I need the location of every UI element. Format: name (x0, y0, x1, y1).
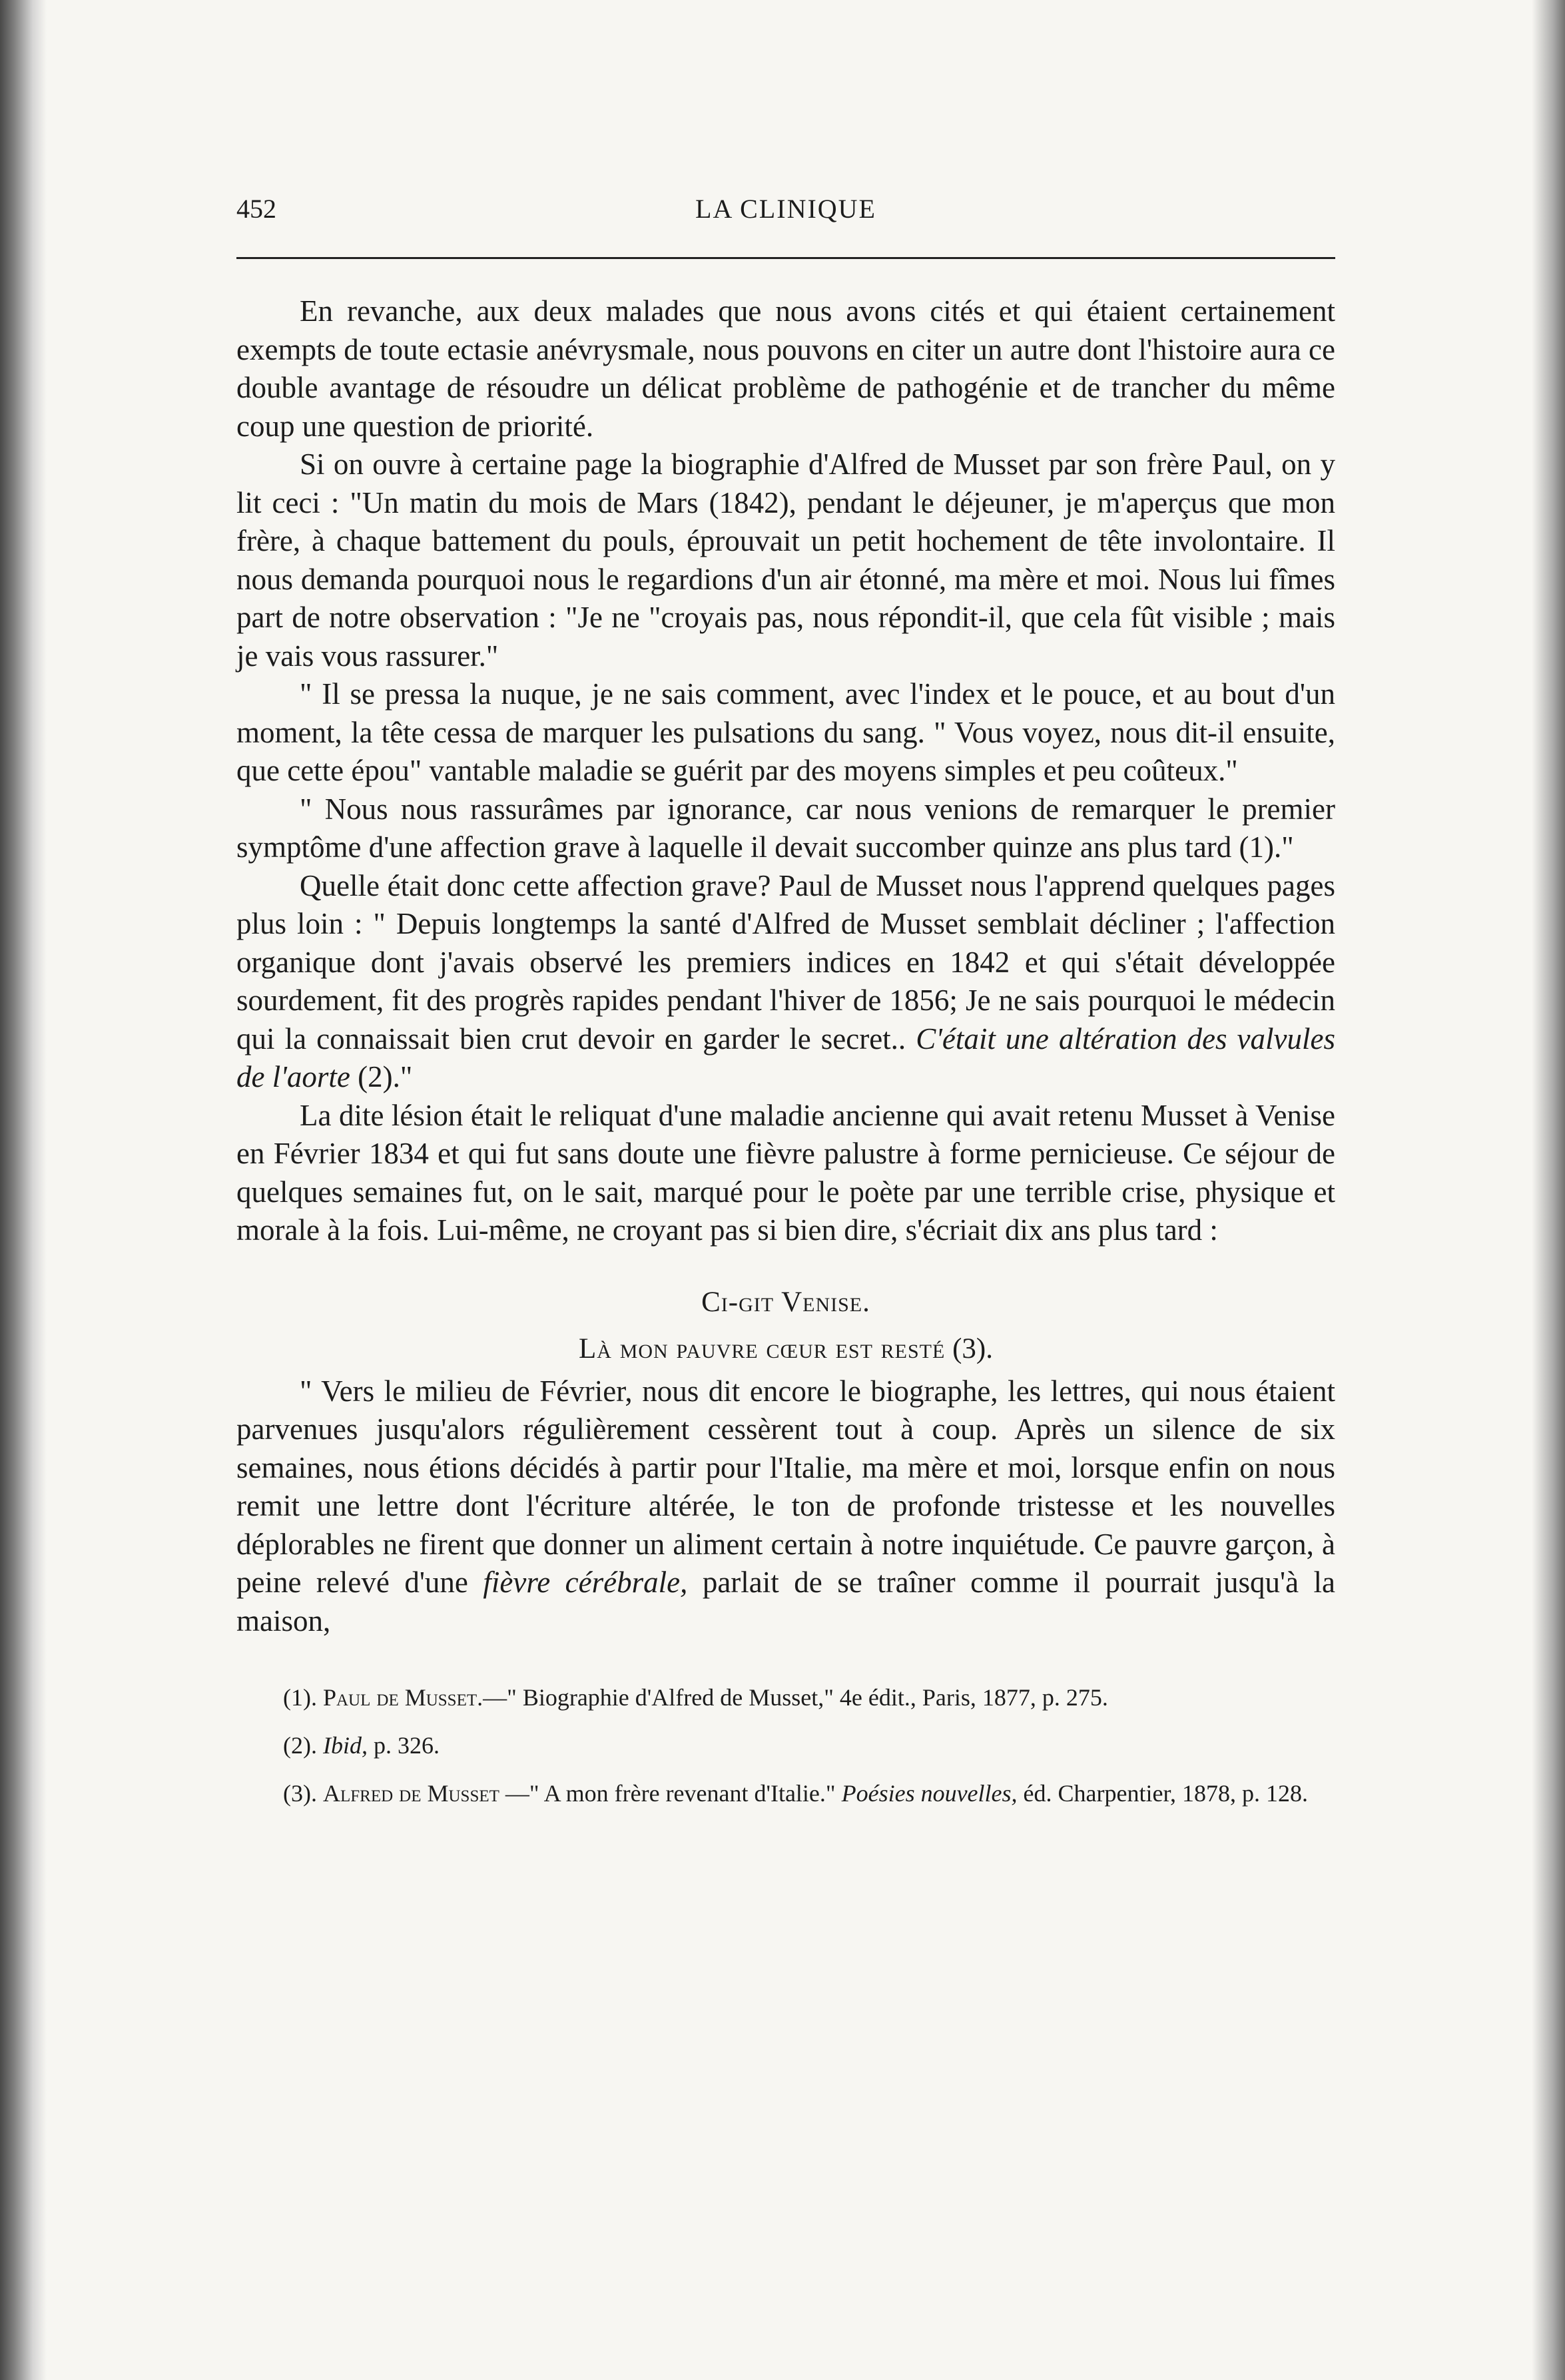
header-rule (236, 257, 1335, 259)
scan-edge-right (1532, 0, 1565, 2380)
footnote-3 (236, 1777, 1335, 1809)
verse-line-2-ref: (3). (945, 1333, 993, 1364)
paragraph-4: " Nous nous rassurâmes par ignorance, car nous venions de remarquer le premier symptôme d'une affection grave à laquelle il devait succomber quinze ans plus tard (1)." (236, 792, 1335, 864)
footnote-1-text: —" Biographie d'Alfred de Musset," 4e édit., Paris, 1877, p. 275. (483, 1684, 1108, 1711)
page-number: 452 (236, 194, 276, 224)
footnote-3-number: (3). (283, 1780, 317, 1807)
paragraph-2: Si on ouvre à certaine page la biographie d'Alfred de Musset par son frère Paul, on y lit ceci : "Un matin du mois de Mars (1842), pendant le déjeuner, je m'aperçus que mon frère, à chaque battement du pouls, éprouvait un petit hochement de tête involontaire. Il nous demanda pourquoi nous le regardions d'un air étonné, ma mère et moi. Nous lui fîmes part de notre observation : "Je ne "croyais pas, nous répondit-il, que cela fût visible ; mais je vais vous rassurer." (236, 447, 1335, 673)
footnote-1-author: Paul de Musset. (322, 1684, 483, 1711)
scan-edge-left (0, 0, 47, 2380)
footnotes (236, 1681, 1335, 1809)
paragraph-7-pre: " Vers le milieu de Février, nous dit encore le biographe, les lettres, qui nous étaient parvenues jusqu'alors régulièrement cessèrent tout à coup. Après un silence de six semaines, nous étions décidés à partir pour l'Italie, ma mère et moi, lorsque enfin on nous remit une lettre dont l'écriture altérée, le ton de profonde tristesse et les nouvelles déplorables ne firent que donner un aliment certain à notre inquiétude. Ce pauvre garçon, à peine relevé d'une (236, 1374, 1335, 1599)
verse-line-2 (236, 1326, 1335, 1372)
paragraph-7-post: parlait de se traîner comme il pourrait jusqu'à la maison, (236, 1566, 1336, 1637)
footnote-3-author: Alfred de Musset (322, 1780, 499, 1807)
footnote-2-ibid: Ibid, (322, 1732, 368, 1759)
footnote-3-text: —" A mon frère revenant d'Italie." (499, 1780, 842, 1807)
verse-line-2-text: Là mon pauvre cœur est resté (579, 1333, 946, 1364)
footnote-2 (236, 1729, 1335, 1761)
verse-quote (236, 1279, 1335, 1372)
paragraph-3: " Il se pressa la nuque, je ne sais comment, avec l'index et le pouce, et au bout d'un moment, la tête cessa de marquer les pulsations du sang. " Vous voyez, nous dit-il ensuite, que cette épou" vantable maladie se guérit par des moyens simples et peu coûteux." (236, 677, 1335, 787)
paragraph-5-italic: C'était une altération des valvules de l'aorte (236, 1022, 1335, 1093)
paragraph-5 (236, 867, 1335, 1097)
body-text (236, 292, 1335, 1640)
running-title: LA CLINIQUE (695, 194, 876, 224)
footnote-1-number: (1). (283, 1684, 317, 1711)
page-header (236, 193, 1335, 234)
book-page (236, 193, 1335, 1825)
footnote-3-tail: éd. Charpentier, 1878, p. 128. (1017, 1780, 1308, 1807)
footnote-2-text: p. 326. (367, 1732, 440, 1759)
footnote-3-italic: Poésies nouvelles, (841, 1780, 1018, 1807)
paragraph-5-tail: (2)." (350, 1060, 413, 1093)
paragraph-7-italic: fièvre cérébrale, (483, 1566, 688, 1599)
paragraph-1: En revanche, aux deux malades que nous avons cités et qui étaient certainement exempts de toute ectasie anévrysmale, nous pouvons en citer un autre dont l'histoire aura ce double avantage de résoudre un délicat problème de pathogénie et de trancher du même coup une question de priorité. (236, 294, 1335, 443)
paragraph-6: La dite lésion était le reliquat d'une maladie ancienne qui avait retenu Musset à Venise en Février 1834 et qui fut sans doute une fièvre palustre à forme pernicieuse. Ce séjour de quelques semaines fut, on le sait, marqué pour le poète par une terrible crise, physique et morale à la fois. Lui-même, ne croyant pas si bien dire, s'écriait dix ans plus tard : (236, 1098, 1335, 1247)
paragraph-5-text: Quelle était donc cette affection grave? Paul de Musset nous l'apprend quelques pages plus loin : " Depuis longtemps la santé d'Alfred de Musset semblait décliner ; l'affection organique dont j'avais observé les premiers indices en 1842 et qui s'était développée sourdement, fit des progrès rapides pendant l'hiver de 1856; Je ne sais pourquoi le médecin qui la connaissait bien crut devoir en garder le secret.. (236, 868, 1335, 1055)
verse-line-1: Ci-git Venise. (701, 1286, 870, 1318)
paragraph-7 (236, 1372, 1335, 1641)
footnote-2-number: (2). (283, 1732, 317, 1759)
footnote-1 (236, 1681, 1335, 1713)
